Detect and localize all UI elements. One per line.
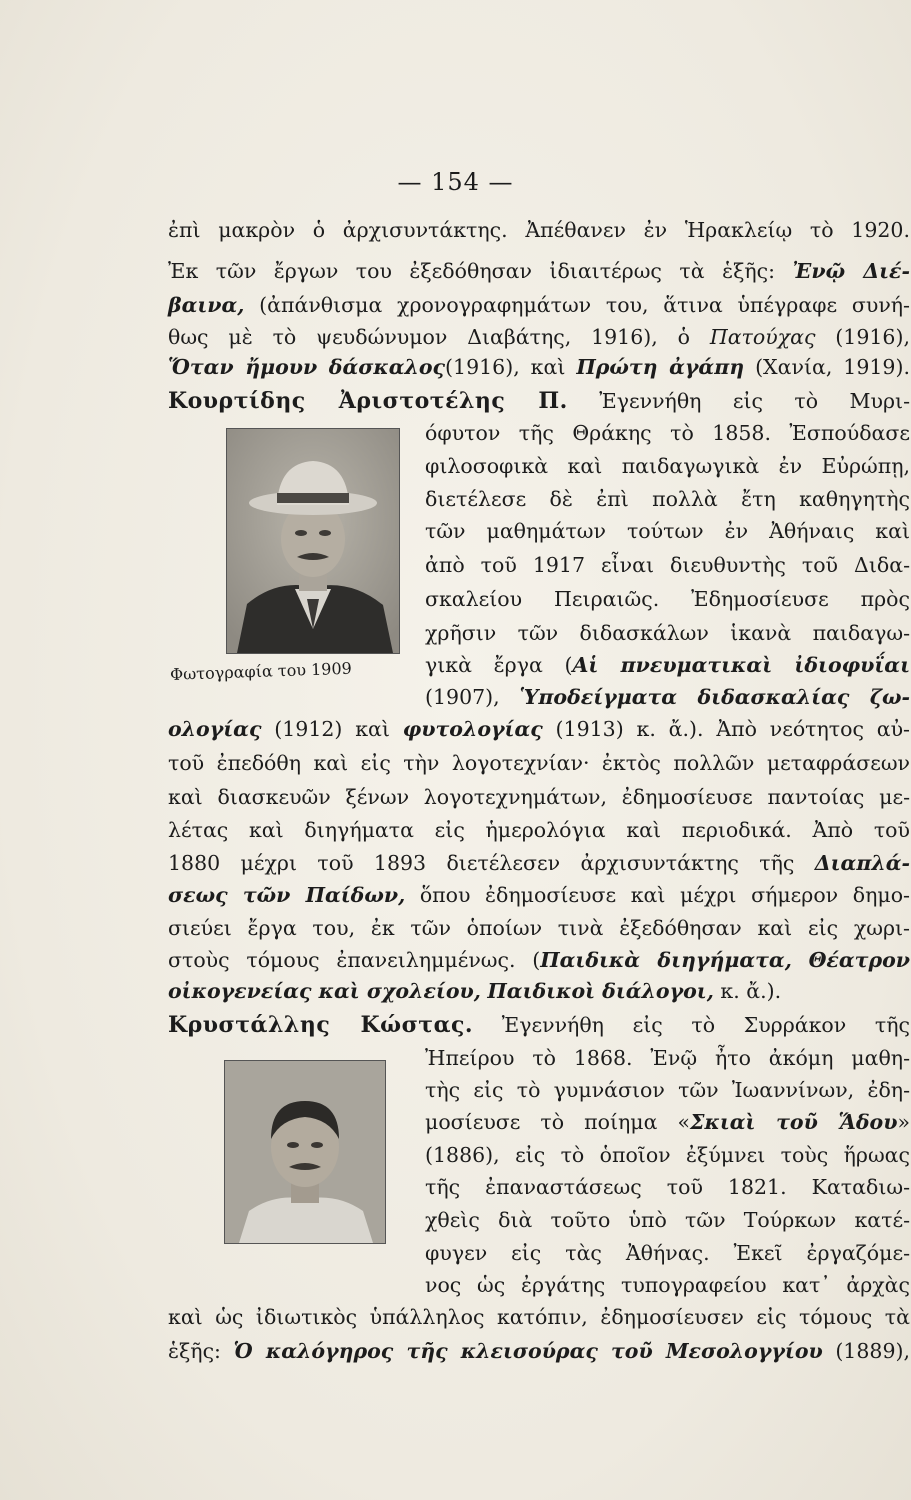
text-line: τοῦ ἐπεδόθη καὶ εἰς τὴν λογοτεχνίαν· ἐκτὸς πολλῶν μεταφράσεων [168,751,910,775]
text-line: βαινα, (ἀπάνθισμα χρονογραφημάτων του, ἅτινα ὑπέγραφε συνή- [168,293,910,317]
text-line: καὶ ὡς ἰδιωτικὸς ὑπάλληλος κατόπιν, ἐδημοσίευσεν εἰς τόμους τὰ [168,1305,910,1329]
text-line: όφυτον τῆς Θράκης τὸ 1858. Ἐσπούδασε [425,421,910,445]
entry-name-kourtidis: Κουρτίδης Ἀριστοτέλης Π. [168,388,568,414]
portrait-kourtidis [226,428,400,654]
text-line: ἑξῆς: Ὁ καλόγηρος τῆς κλεισούρας τοῦ Μεσολογγίου (1889), [168,1339,910,1363]
text-line: (1907), Ὑποδείγματα διδασκαλίας ζω- [425,685,910,709]
text-line: Ὅταν ἤμουν δάσκαλος(1916), καὶ Πρώτη ἀγάπη (Χανία, 1919). [168,355,910,379]
portrait-kourtidis-image [227,429,399,653]
text-line: χθεὶς διὰ τοῦτο ὑπὸ τῶν Τούρκων κατέ- [425,1208,910,1232]
portrait-krystallis [224,1060,386,1244]
text-line: 1880 μέχρι τοῦ 1893 διετέλεσεν ἀρχισυντάκτης τῆς Διαπλά- [168,851,910,875]
text-line: ἀπὸ τοῦ 1917 εἶναι διευθυντὴς τοῦ Διδα- [425,553,910,577]
text-line: οἰκογενείας καὶ σχολείου, Παιδικοὶ διάλογοι, κ. ἄ.). [168,979,782,1003]
text-line: καὶ διασκευῶν ξένων λογοτεχνημάτων, ἐδημοσίευσε παντοίας με- [168,785,910,809]
text-line: (1886), εἰς τὸ ὁποῖον ἐξύμνει τοὺς ἥρωας [425,1143,910,1167]
text-line: τῶν μαθημάτων τούτων ἐν Ἀθήναις καὶ [425,519,910,543]
portrait-krystallis-image [225,1061,385,1243]
text-line: σιεύει ἔργα του, ἐκ τῶν ὁποίων τινὰ ἐξεδόθησαν καὶ εἰς χωρι- [168,916,910,940]
text-line: στοὺς τόμους ἐπανειλημμένως. (Παιδικὰ διηγήματα, Θέατρον [168,948,910,972]
text-line: διετέλεσε δὲ ἐπὶ πολλὰ ἔτη καθηγητὴς [425,487,910,511]
entry-name-krystallis: Κρυστάλλης Κώστας. [168,1012,474,1038]
text-line: τὴς εἰς τὸ γυμνάσιον τῶν Ἰωαννίνων, ἐδη- [425,1078,910,1102]
text-line: φιλοσοφικὰ καὶ παιδαγωγικὰ ἐν Εὐρώπῃ, [425,454,910,478]
text-line: σκαλείου Πειραιῶς. Ἐδημοσίευσε πρὸς [425,587,910,611]
entry-heading-line: Κρυστάλλης Κώστας. Ἐγεννήθη εἰς τὸ Συρράκον τῆς [168,1012,910,1038]
text-line: Ἠπείρου τὸ 1868. Ἐνῷ ἦτο ἀκόμη μαθη- [425,1046,910,1070]
text-line: μοσίευσε τὸ ποίημα «Σκιαὶ τοῦ Ἅδου» [425,1110,910,1134]
text-line: Ἐκ τῶν ἔργων του ἐξεδόθησαν ἰδιαιτέρως τὰ ἑξῆς: Ἐνῷ Διέ- [168,259,910,283]
text-line: γικὰ ἔργα (Αἱ πνευματικαὶ ἰδιοφυΐαι [425,653,911,677]
text-line: ἐπὶ μακρὸν ὁ ἀρχισυντάκτης. Ἀπέθανεν ἐν Ἡρακλείῳ τὸ 1920. [168,218,910,242]
text-line: λέτας καὶ διηγήματα εἰς ἡμερολόγια καὶ περιοδικά. Ἀπὸ τοῦ [168,818,910,842]
text-line: ολογίας (1912) καὶ φυτολογίας (1913) κ. ἄ.). Ἀπὸ νεότητος αὐ- [168,717,910,741]
text-line: σεως τῶν Παίδων, ὅπου ἐδημοσίευσε καὶ μέχρι σήμερον δημο- [168,883,910,907]
entry-heading-line: Κουρτίδης Ἀριστοτέλης Π. Ἐγεννήθη εἰς τὸ Μυρι- [168,388,910,414]
text-line: τῆς ἐπαναστάσεως τοῦ 1821. Καταδιω- [425,1175,910,1199]
text-line: χρῆσιν τῶν διδασκάλων ἱκανὰ παιδαγω- [425,621,910,645]
photo-caption: Φωτογραφία του 1909 [169,658,353,685]
text-line: θως μὲ τὸ ψευδώνυμον Διαβάτης, 1916), ὁ Πατούχας (1916), [168,325,910,349]
page-number: — 154 — [397,168,514,196]
text-line: φυγεν εἰς τὰς Ἀθήνας. Ἐκεῖ ἐργαζόμε- [425,1241,910,1265]
text-line: νος ὡς ἐργάτης τυπογραφείου κατ᾽ ἀρχὰς [425,1273,910,1297]
